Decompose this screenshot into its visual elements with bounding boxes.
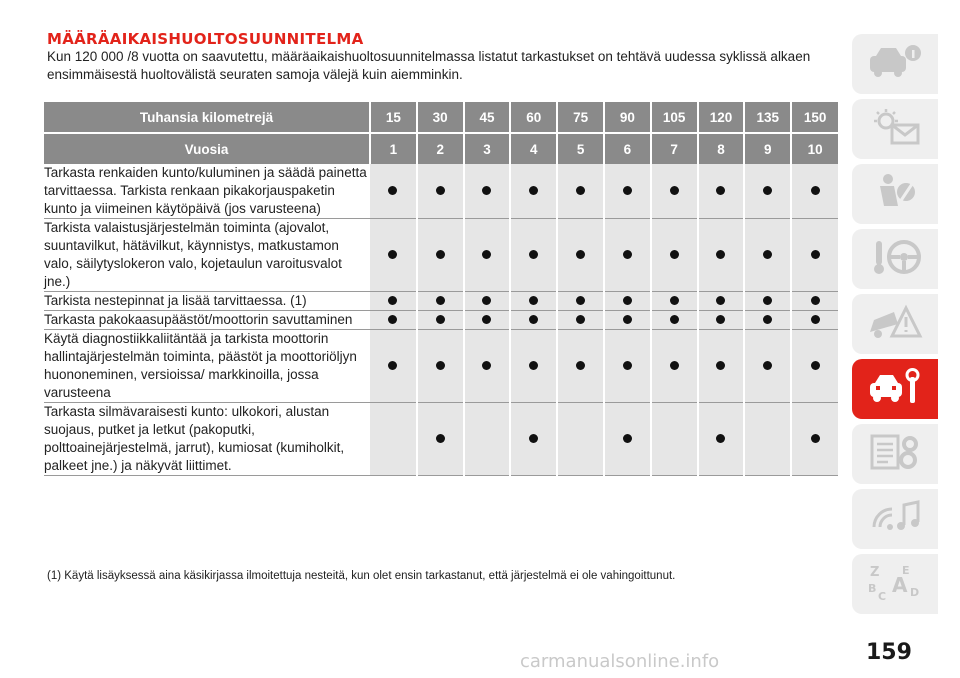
schedule-cell [744,164,791,219]
schedule-cell [791,311,838,330]
check-dot [436,186,445,195]
steering-wheel-key-icon [866,237,924,282]
schedule-cell [557,219,604,292]
chapter-tab[interactable] [852,554,938,614]
warning-lights-icon [866,107,924,152]
watermark: carmanualsonline.info [520,651,720,672]
check-dot [670,296,679,305]
check-dot [436,434,445,443]
check-dot [388,250,397,259]
footnote: (1) Käytä lisäyksessä aina käsikirjassa ilmoitettuja nesteitä, kun olet ensin tarkastanut, että järjestelmä ei ole vahingoittunut. [47,570,676,582]
chapter-tab[interactable] [852,34,938,94]
schedule-cell [744,311,791,330]
check-description: Tarkasta silmävaraisesti kunto: ulkokori, alustan suojaus, putket ja letkut (pakoputki, polttoainejärjestelmä, jarrut), kumiosat (kumiholkit, palkeet jne.) ja näkyvät liittimet. [44,403,370,476]
car-breakdown-icon [866,302,924,347]
schedule-cell [464,403,511,476]
check-dot [811,250,820,259]
schedule-cell [510,330,557,403]
schedule-cell [651,164,698,219]
schedule-cell [370,311,417,330]
years-header-value: 7 [651,133,698,164]
car-info-icon [866,42,924,87]
years-header-value: 1 [370,133,417,164]
check-dot [811,296,820,305]
check-dot [716,296,725,305]
check-description: Tarkasta pakokaasupäästöt/moottorin savuttaminen [44,311,370,330]
km-header-value: 30 [417,102,464,133]
check-dot [576,250,585,259]
table-row [44,403,838,476]
check-dot [763,186,772,195]
svg-text:Z: Z [870,564,880,580]
check-dot [436,361,445,370]
check-dot [811,315,820,324]
page-title: MÄÄRÄAIKAISHUOLTOSUUNNITELMA [47,30,364,48]
car-wrench-icon [866,367,924,412]
chapter-tab[interactable] [852,489,938,549]
schedule-cell [744,403,791,476]
schedule-cell [651,403,698,476]
chapter-tab[interactable] [852,99,938,159]
km-header-value: 45 [464,102,511,133]
check-dot [716,361,725,370]
years-header [44,133,838,164]
schedule-cell [557,164,604,219]
check-dot [763,315,772,324]
check-dot [436,250,445,259]
schedule-cell [370,164,417,219]
check-dot [716,434,725,443]
schedule-cell [698,164,745,219]
check-dot [716,186,725,195]
schedule-cell [370,330,417,403]
years-header-value: 3 [464,133,511,164]
chapter-tab[interactable] [852,424,938,484]
check-dot [623,186,632,195]
schedule-cell [557,403,604,476]
check-dot [811,361,820,370]
check-dot [670,315,679,324]
svg-text:B: B [868,581,877,595]
check-dot [670,186,679,195]
check-dot [482,250,491,259]
schedule-cell [698,311,745,330]
schedule-cell [417,311,464,330]
schedule-cell [698,330,745,403]
check-dot [529,186,538,195]
chapter-tab[interactable] [852,359,938,419]
schedule-cell [744,292,791,311]
schedule-cell [510,403,557,476]
check-dot [623,434,632,443]
schedule-cell [510,311,557,330]
schedule-cell [510,219,557,292]
schedule-cell [698,219,745,292]
km-header-value: 90 [604,102,651,133]
check-dot [436,315,445,324]
km-header-value: 75 [557,102,604,133]
check-dot [576,296,585,305]
chapter-tabs [852,34,938,619]
check-dot [623,361,632,370]
schedule-cell [744,219,791,292]
check-dot [529,250,538,259]
svg-text:A: A [892,572,908,597]
check-description: Käytä diagnostiikkaliitäntää ja tarkista moottorin hallintajärjestelmän toiminta, päästöt ja moottoriöljyn huononeminen, versioissa/ markkinoilla, jossa varusteena [44,330,370,403]
km-header-value: 60 [510,102,557,133]
schedule-cell [370,403,417,476]
table-row [44,292,838,311]
schedule-cell [557,292,604,311]
schedule-cell [604,311,651,330]
svg-text:E: E [902,563,910,577]
table-row [44,330,838,403]
schedule-cell [604,292,651,311]
schedule-cell [744,330,791,403]
km-header-label: Tuhansia kilometrejä [44,102,370,133]
check-dot [529,434,538,443]
years-header-value: 2 [417,133,464,164]
check-dot [623,250,632,259]
years-header-value: 4 [510,133,557,164]
intro-paragraph: Kun 120 000 /8 vuotta on saavutettu, määräaikaishuoltosuunnitelmassa listatut tarkastukset on tehtävä uudessa syklissä alkaen ensimmäisestä huoltovälistä seuraten samoja välejä kuin aiemminkin. [47,49,811,82]
km-header-value: 15 [370,102,417,133]
km-header [44,102,838,133]
chapter-tab[interactable] [852,294,938,354]
chapter-tab[interactable] [852,229,938,289]
check-dot [529,315,538,324]
km-header-value: 135 [744,102,791,133]
schedule-cell [604,219,651,292]
km-header-value: 150 [791,102,838,133]
check-dot [388,186,397,195]
schedule-cell [651,311,698,330]
check-dot [623,315,632,324]
schedule-cell [510,292,557,311]
schedule-cell [698,403,745,476]
alphabet-index-icon [866,562,924,607]
years-header-value: 8 [698,133,745,164]
table-row [44,219,838,292]
check-dot [763,361,772,370]
check-dot [482,296,491,305]
check-dot [763,250,772,259]
check-dot [482,315,491,324]
schedule-cell [604,403,651,476]
airbag-seat-icon [866,172,924,217]
svg-text:D: D [910,585,920,599]
check-dot [811,434,820,443]
years-header-label: Vuosia [44,133,370,164]
check-description: Tarkista valaistusjärjestelmän toiminta (ajovalot, suuntavilkut, hätävilkut, käynnistys, matkustamon valo, säilytyslokeron valo, kojetaulun varoitusvalot jne.) [44,219,370,292]
schedule-cell [557,330,604,403]
schedule-cell [417,219,464,292]
schedule-cell [417,164,464,219]
schedule-cell [791,164,838,219]
check-description: Tarkista nestepinnat ja lisää tarvittaessa. (1) [44,292,370,311]
specs-gears-icon [866,432,924,477]
km-header-value: 105 [651,102,698,133]
page-number: 159 [866,640,912,665]
check-dot [716,250,725,259]
schedule-cell [370,219,417,292]
schedule-cell [651,219,698,292]
check-dot [576,315,585,324]
years-header-value: 5 [557,133,604,164]
years-header-value: 6 [604,133,651,164]
schedule-cell [370,292,417,311]
check-dot [482,186,491,195]
check-dot [670,361,679,370]
check-dot [716,315,725,324]
check-dot [576,186,585,195]
km-header-value: 120 [698,102,745,133]
schedule-cell [464,219,511,292]
schedule-cell [604,330,651,403]
schedule-cell [651,292,698,311]
chapter-tab[interactable] [852,164,938,224]
check-dot [623,296,632,305]
schedule-cell [417,330,464,403]
svg-text:C: C [878,589,887,602]
multimedia-icon [866,497,924,542]
check-dot [763,296,772,305]
check-dot [388,315,397,324]
check-description: Tarkasta renkaiden kunto/kuluminen ja säädä painetta tarvittaessa. Tarkista renkaan pikakorjauspaketin kunto ja viimeinen käytöpäivä (jos varusteena) [44,164,370,219]
schedule-cell [557,311,604,330]
table-row [44,311,838,330]
check-dot [576,361,585,370]
schedule-cell [417,403,464,476]
table-row [44,164,838,219]
check-dot [436,296,445,305]
schedule-cell [464,330,511,403]
schedule-cell [464,311,511,330]
schedule-cell [464,292,511,311]
check-dot [529,361,538,370]
schedule-cell [791,292,838,311]
schedule-cell [698,292,745,311]
schedule-cell [604,164,651,219]
schedule-cell [417,292,464,311]
schedule-cell [791,219,838,292]
check-dot [388,296,397,305]
check-dot [482,361,491,370]
schedule-cell [791,403,838,476]
schedule-cell [510,164,557,219]
maintenance-schedule-table [44,102,838,476]
check-dot [529,296,538,305]
schedule-cell [651,330,698,403]
schedule-cell [464,164,511,219]
check-dot [388,361,397,370]
years-header-value: 9 [744,133,791,164]
check-dot [811,186,820,195]
schedule-cell [791,330,838,403]
years-header-value: 10 [791,133,838,164]
check-dot [670,250,679,259]
